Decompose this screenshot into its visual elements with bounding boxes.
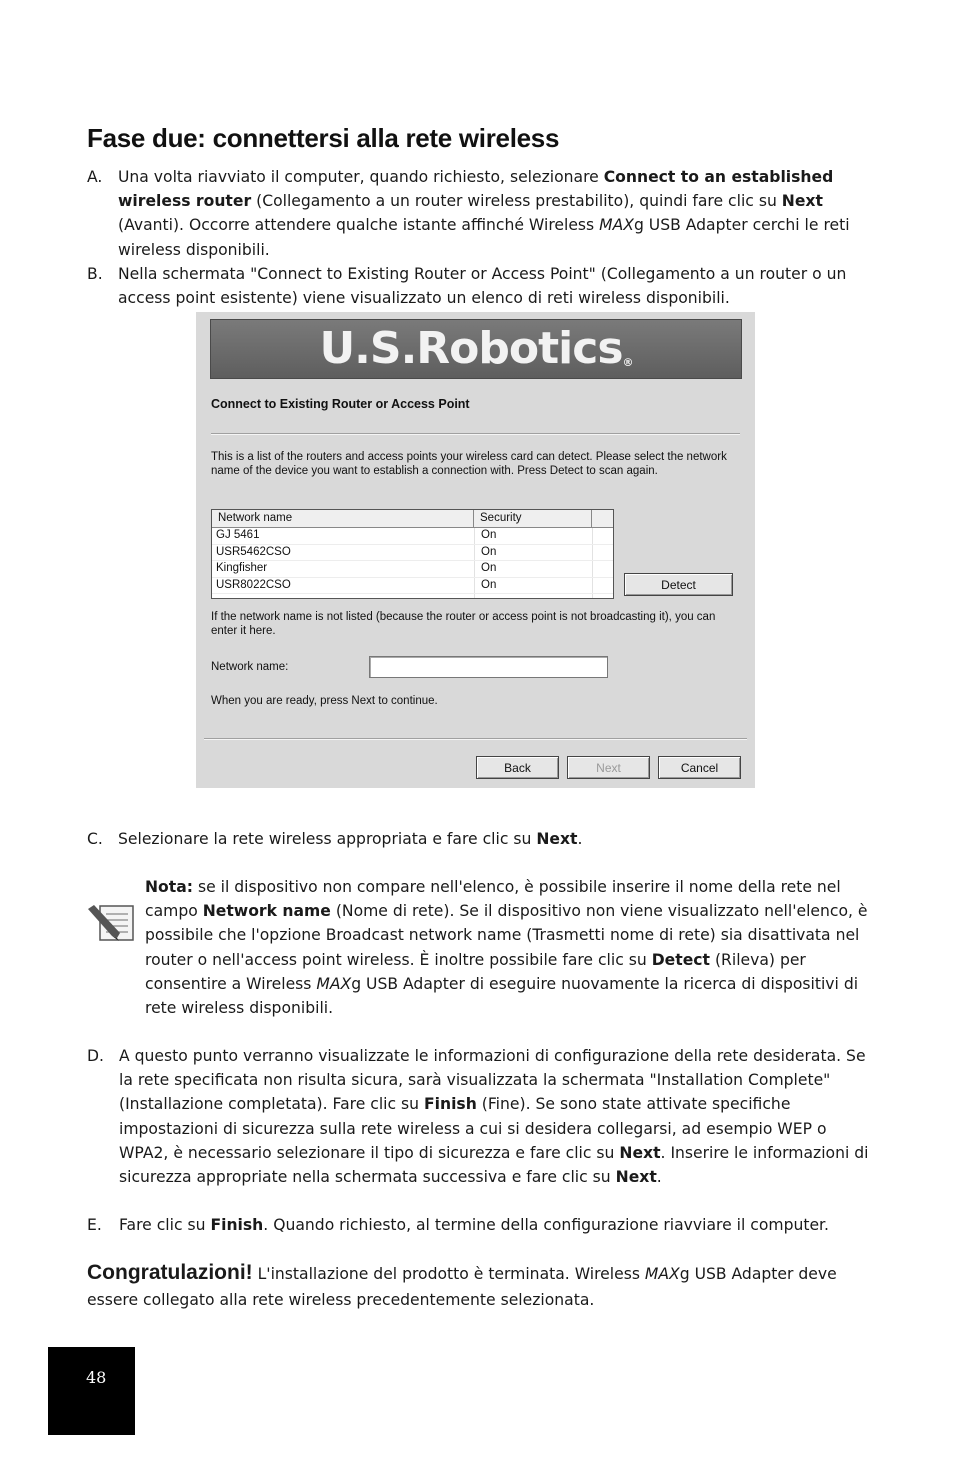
step-d	[87, 1044, 877, 1189]
divider	[211, 433, 740, 435]
network-security-cell: On	[481, 529, 497, 541]
congratulations-paragraph: Congratulazioni! L'installazione del prodotto è terminata. Wireless MAXg USB Adapter deve essere collegato alla rete wireless precedentemente selezionata.	[87, 1261, 837, 1309]
network-name-cell: GJ 5461	[216, 529, 260, 541]
cancel-button[interactable]: Cancel	[658, 756, 741, 779]
dialog-intro: This is a list of the routers and access points your wireless card can detect. Please select the network name of the device you want to establish a connection with. Press Detect to scan again.	[211, 451, 727, 477]
network-row[interactable]	[212, 561, 613, 578]
network-security-cell: On	[481, 578, 497, 591]
step-a	[87, 165, 877, 262]
note-pencil-icon	[86, 903, 136, 943]
network-row[interactable]	[212, 578, 613, 595]
step-letter: E.	[87, 1216, 102, 1234]
step-text: Una volta riavviato il computer, quando richiesto, selezionare Connect to an established wireless router (Collegamento a un router wireless prestabilito), quindi fare clic su Next (Avanti). Occorre attendere qualche istante affinché Wireless MAXg USB Adapter cerchi le reti wireless disponibili.	[118, 168, 850, 259]
network-list[interactable]	[211, 509, 614, 599]
note-label: Nota:	[145, 878, 193, 896]
next-button[interactable]: Next	[567, 756, 650, 779]
network-name-input[interactable]	[369, 656, 608, 678]
divider	[204, 738, 747, 740]
network-row[interactable]	[212, 545, 613, 562]
network-name-cell: USR8022CSO	[216, 578, 291, 591]
page-number-box	[48, 1347, 135, 1435]
step-e	[87, 1213, 877, 1237]
network-list-header	[212, 510, 613, 528]
page-number: 48	[86, 1368, 107, 1387]
step-text: Fare clic su Finish. Quando richiesto, al termine della configurazione riavviare il computer.	[119, 1216, 829, 1234]
step-text: Nella schermata "Connect to Existing Router or Access Point" (Collegamento a un router o un access point esistente) viene visualizzato un elenco di reti wireless disponibili.	[118, 265, 847, 308]
network-row[interactable]	[212, 528, 613, 545]
page-heading: Fase due: connettersi alla rete wireless	[87, 123, 560, 153]
network-security-cell: On	[481, 545, 497, 558]
step-text: Selezionare la rete wireless appropriata e fare clic su Next.	[118, 830, 583, 848]
note-block: Nota: se il dispositivo non compare nell'elenco, è possibile inserire il nome della rete nel campo Network name (Nome di rete). Se il dispositivo non viene visualizzato nell'elenco, è possibile che l'opzione Broadcast network name (Trasmetti nome di rete) sia disattivata nel router o nell'access point wireless. È inoltre possibile fare clic su Detect (Rileva) per consentire a Wireless MAXg USB Adapter di eseguire nuovamente la ricerca di dispositivi di rete wireless disponibili.	[145, 878, 868, 1018]
step-letter: B.	[87, 265, 103, 283]
column-network-name[interactable]: Network name	[212, 510, 474, 527]
connect-dialog-screenshot	[196, 312, 755, 788]
step-letter: C.	[87, 830, 103, 848]
congratulations-title: Congratulazioni!	[87, 1261, 253, 1284]
ready-text: When you are ready, press Next to continue.	[211, 695, 438, 707]
step-c	[87, 827, 877, 851]
network-name-label: Network name:	[211, 661, 289, 673]
not-listed-text: If the network name is not listed (because the router or access point is not broadcasting it), you can enter it here.	[211, 611, 716, 637]
step-letter: D.	[87, 1047, 104, 1065]
network-name-cell: Kingfisher	[216, 562, 268, 574]
dialog-title: Connect to Existing Router or Access Point	[211, 397, 470, 411]
back-button[interactable]: Back	[476, 756, 559, 779]
step-b	[87, 262, 877, 310]
column-security[interactable]: Security	[474, 510, 592, 527]
step-letter: A.	[87, 168, 103, 186]
network-security-cell: On	[481, 562, 497, 574]
network-name-cell: USR5462CSO	[216, 545, 291, 558]
step-text: A questo punto verranno visualizzate le informazioni di configurazione della rete desiderata. Se la rete specificata non risulta sicura, sarà visualizzata la schermata "Installation Complete" (Installazione completata). Fare clic su Finish (Fine). Se sono state attivate specifiche impostazioni di sicurezza sulla rete wireless a cui si desidera collegarsi, ad esempio WEP o WPA2, è necessario selezionare il tipo di sicurezza e fare clic su Next. Inserire le informazioni di sicurezza appropriate nella schermata successiva e fare clic su Next.	[119, 1047, 869, 1187]
usrobotics-logo: U.S.Robotics®	[210, 319, 742, 379]
detect-button[interactable]: Detect	[624, 573, 733, 596]
